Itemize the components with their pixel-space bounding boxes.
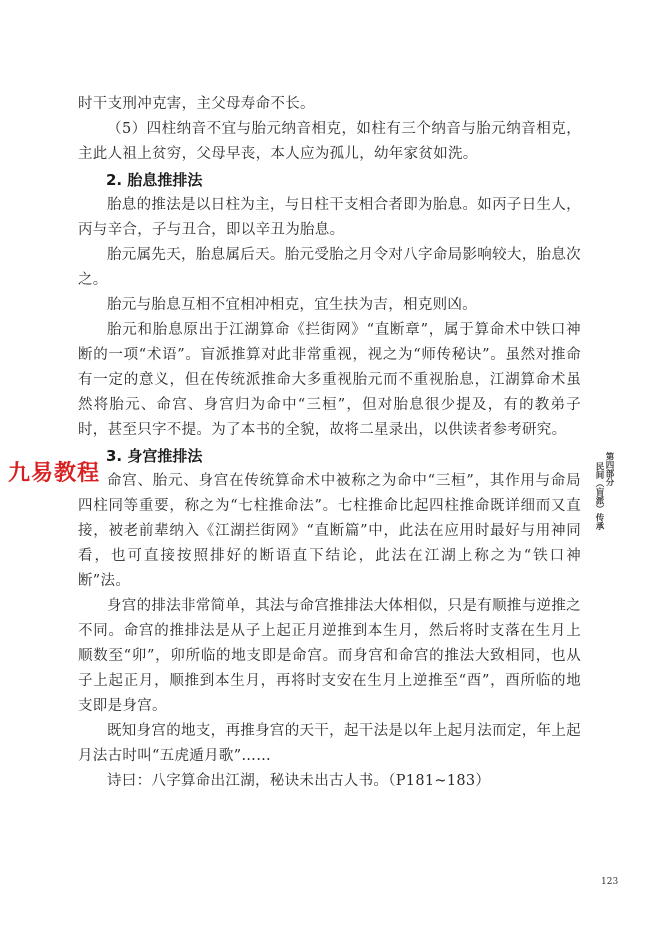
side-tab	[594, 452, 614, 530]
section-heading: 3. 身宫推排法	[106, 447, 203, 465]
paragraph: 身宫的排法非常简单，其法与命宫推排法大体相似，只是有顺推与逆推之不同。命宫的推排法是从子上起正月逆推到本生月，然后将时支落在生月上顺数至“卯”，卯所临的地支即是命宫。而身宫和命宫的推法大致相同，也从子上起正月，顺推到本生月，再将时支安在生月上逆推至“酉”，酉所临的地支即是身宫。	[78, 598, 581, 714]
paragraph: 胎元和胎息原出于江湖算命《拦街网》“直断章”，属于算命术中铁口神断的一项“术语”。盲派推算对此非常重视，视之为“师传秘诀”。虽然对推命有一定的意义，但在传统派推命大多重视胎元而不重视胎息，江湖算命术虽然将胎元、命宫、身宫归为命中“三桓”，但对胎息很少提及，有的教弟子时，甚至只字不提。为了本书的全貌，故将二星录出，以供读者参考研究。	[78, 322, 581, 438]
body-text	[78, 92, 581, 794]
paragraph: 胎息的推法是以日柱为主，与日柱干支相合者即为胎息。如丙子日生人，丙与辛合，子与丑合，即以辛丑为胎息。	[78, 197, 581, 238]
side-tab-title: 民间（盲派）传承	[594, 462, 604, 530]
page-number: 123	[601, 877, 619, 887]
paragraph: 胎元属先天，胎息属后天。胎元受胎之月令对八字命局影响较大，胎息次之。	[78, 247, 581, 288]
side-tab-part: 第四部分	[604, 452, 614, 486]
paragraph: （5）四柱纳音不宜与胎元纳音相克，如柱有三个纳音与胎元纳音相克，主此人祖上贫穷，父母早丧，本人应为孤儿，幼年家贫如洗。	[78, 121, 581, 162]
paragraph: 诗曰：八字算命出江湖，秘诀未出古人书。（P181~183）	[107, 773, 491, 789]
paragraph: 既知身宫的地支，再推身宫的天干，起干法是以年上起月法而定，年上起月法古时叫“五虎遁月歌”……	[78, 723, 581, 764]
paragraph: 命宫、胎元、身宫在传统算命术中被称之为命中“三桓”，其作用与命局四柱同等重要，称之为“七柱推命法”。七柱推命比起四柱推命既详细而又直接，被老前辈纳入《江湖拦街网》“直断篇”中，此法在应用时最好与用神同看，也可直接按照排好的断语直下结论，此法在江湖上称之为“铁口神断”法。	[78, 473, 581, 589]
paragraph: 胎元与胎息互相不宜相冲相克，宜生扶为吉，相克则凶。	[107, 297, 477, 313]
paragraph: 时干支刑冲克害，主父母寿命不长。	[78, 96, 315, 112]
section-heading: 2. 胎息推排法	[106, 171, 203, 189]
watermark: 九易教程	[8, 456, 100, 487]
